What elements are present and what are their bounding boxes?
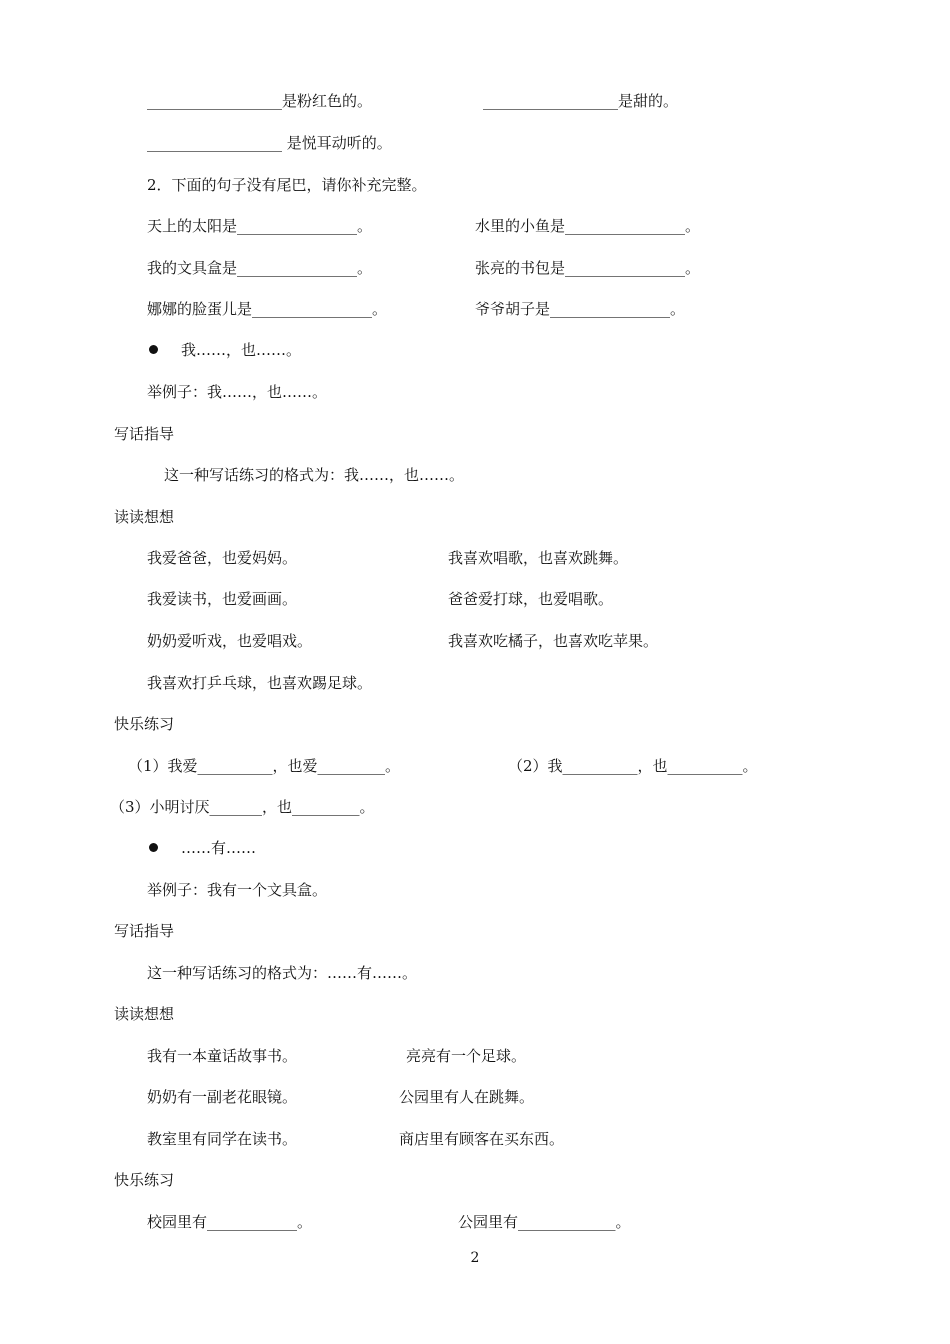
section-2-guide-text: 这一种写话练习的格式为：……有……。 [147,964,418,982]
fill-line-sweet: __________________是甜的。 [483,92,679,110]
q2-item: 爷爷胡子是________________。 [475,300,686,318]
read-item: 教室里有同学在读书。 [147,1130,298,1148]
section-1-guide-text: 这一种写话练习的格式为：我……，也……。 [164,466,465,484]
question-2-heading: 2．下面的句子没有尾巴，请你补充完整。 [147,176,427,194]
fill-line-pink: __________________是粉红色的。 [147,92,373,110]
read-item: 我喜欢唱歌，也喜欢跳舞。 [448,549,629,567]
read-item: 奶奶爱听戏，也爱唱戏。 [147,632,313,650]
section-1-practice-heading: 快乐练习 [114,715,175,733]
section-2-pattern: ……有…… [181,839,257,857]
q2-item: 水里的小鱼是________________。 [475,217,701,235]
q2-item: 我的文具盒是________________。 [147,259,373,277]
page-number: 2 [470,1250,480,1266]
q2-item: 娜娜的脸蛋儿是________________。 [147,300,388,318]
bullet-icon [149,345,158,354]
read-item: 我喜欢吃橘子，也喜欢吃苹果。 [448,632,659,650]
bullet-icon [149,843,158,852]
section-1-example: 举例子：我……，也……。 [147,383,328,401]
section-2-guide-heading: 写话指导 [114,922,175,940]
section-1-read-heading: 读读想想 [114,508,175,526]
practice-item: （2）我__________，也__________。 [508,757,758,775]
read-item: 奶奶有一副老花眼镜。 [147,1088,298,1106]
practice-item: 校园里有____________。 [147,1213,313,1231]
read-item: 我有一本童话故事书。 [147,1047,298,1065]
section-2-example: 举例子：我有一个文具盒。 [147,881,328,899]
practice-item: （3）小明讨厌_______，也_________。 [110,798,375,816]
section-2-read-heading: 读读想想 [114,1005,175,1023]
read-item: 公园里有人在跳舞。 [399,1088,535,1106]
practice-item: （1）我爱__________，也爱_________。 [128,757,401,775]
fill-line-pleasant: __________________ 是悦耳动听的。 [147,134,392,152]
section-1-guide-heading: 写话指导 [114,425,175,443]
q2-item: 张亮的书包是________________。 [475,259,701,277]
read-item: 亮亮有一个足球。 [406,1047,527,1065]
q2-item: 天上的太阳是________________。 [147,217,373,235]
practice-item: 公园里有_____________。 [458,1213,631,1231]
section-2-practice-heading: 快乐练习 [114,1171,175,1189]
read-item: 我喜欢打乒乓球，也喜欢踢足球。 [147,674,373,692]
read-item: 商店里有顾客在买东西。 [399,1130,565,1148]
section-1-pattern: 我……，也……。 [181,341,302,359]
read-item: 我爱读书，也爱画画。 [147,590,298,608]
read-item: 我爱爸爸，也爱妈妈。 [147,549,298,567]
read-item: 爸爸爱打球，也爱唱歌。 [448,590,614,608]
